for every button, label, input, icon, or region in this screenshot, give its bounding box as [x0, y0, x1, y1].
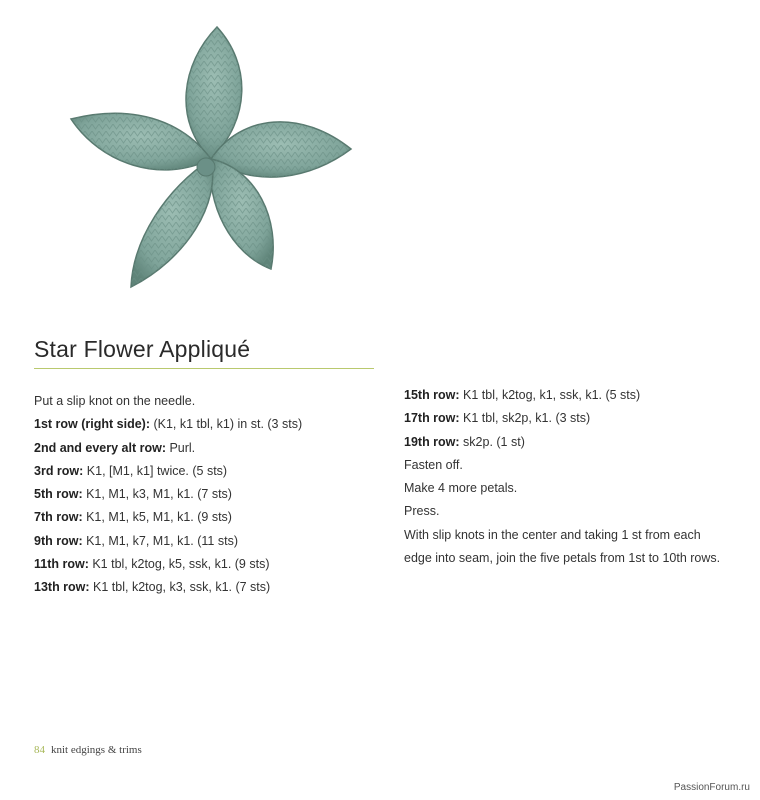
row-label: 3rd row: [34, 463, 84, 478]
row-text: K1 tbl, k2tog, k3, ssk, k1. (7 sts) [89, 580, 271, 595]
instructions-left [34, 390, 394, 600]
star-flower-photo [66, 14, 356, 294]
row-instruction [34, 553, 394, 576]
row-text: K1, M1, k5, M1, k1. (9 sts) [82, 510, 232, 525]
finishing-step: With slip knots in the center and taking 1 st from each [404, 527, 701, 542]
row-text: K1, M1, k7, M1, k1. (11 sts) [82, 533, 238, 548]
row-label: 11th row: [34, 557, 89, 572]
row-instruction [404, 407, 754, 430]
petal-bottom-left [131, 159, 213, 287]
row-text: sk2p. (1 st) [459, 434, 525, 449]
finishing-step: Fasten off. [404, 457, 463, 472]
row-instruction [34, 437, 394, 460]
row-instruction [34, 530, 394, 553]
row-instruction [34, 413, 394, 436]
row-label: 13th row: [34, 580, 90, 595]
row-instruction [34, 483, 394, 506]
instructions-right [404, 384, 754, 570]
row-text: K1 tbl, sk2p, k1. (3 sts) [459, 411, 591, 426]
row-label: 2nd and every alt row: [34, 440, 166, 455]
row-instruction [404, 431, 754, 454]
page-number: 84 [34, 744, 45, 756]
intro-line: Put a slip knot on the needle. [34, 394, 196, 408]
row-label: 9th row: [34, 533, 83, 548]
row-text: K1, [M1, k1] twice. (5 sts) [83, 463, 228, 478]
row-text: (K1, k1 tbl, k1) in st. (3 sts) [149, 417, 303, 432]
row-text: K1, M1, k3, M1, k1. (7 sts) [82, 487, 232, 502]
row-label: 19th row: [404, 434, 460, 449]
title-rule [34, 368, 374, 369]
row-text: K1 tbl, k2tog, k5, ssk, k1. (9 sts) [88, 557, 270, 572]
row-label: 5th row: [34, 487, 83, 502]
row-label: 17th row: [404, 411, 460, 426]
row-text: Purl. [165, 440, 196, 455]
section-name: knit edgings & trims [51, 744, 142, 756]
row-instruction [34, 460, 394, 483]
row-instruction [34, 576, 394, 599]
row-text: K1 tbl, k2tog, k1, ssk, k1. (5 sts) [459, 388, 641, 402]
finishing-step: edge into seam, join the five petals from 1st to 10th rows. [404, 551, 721, 566]
page-footer [34, 744, 142, 756]
row-label: 15th row: [404, 388, 460, 402]
row-label: 7th row: [34, 510, 83, 525]
finishing-step: Make 4 more petals. [404, 481, 518, 496]
pattern-title: Star Flower Appliqué [34, 336, 251, 362]
row-instruction [34, 506, 394, 529]
flower-center [197, 158, 215, 176]
finishing-step: Press. [404, 504, 440, 519]
row-label: 1st row (right side): [34, 417, 150, 432]
watermark: PassionForum.ru [673, 782, 750, 793]
row-instruction [404, 384, 754, 407]
